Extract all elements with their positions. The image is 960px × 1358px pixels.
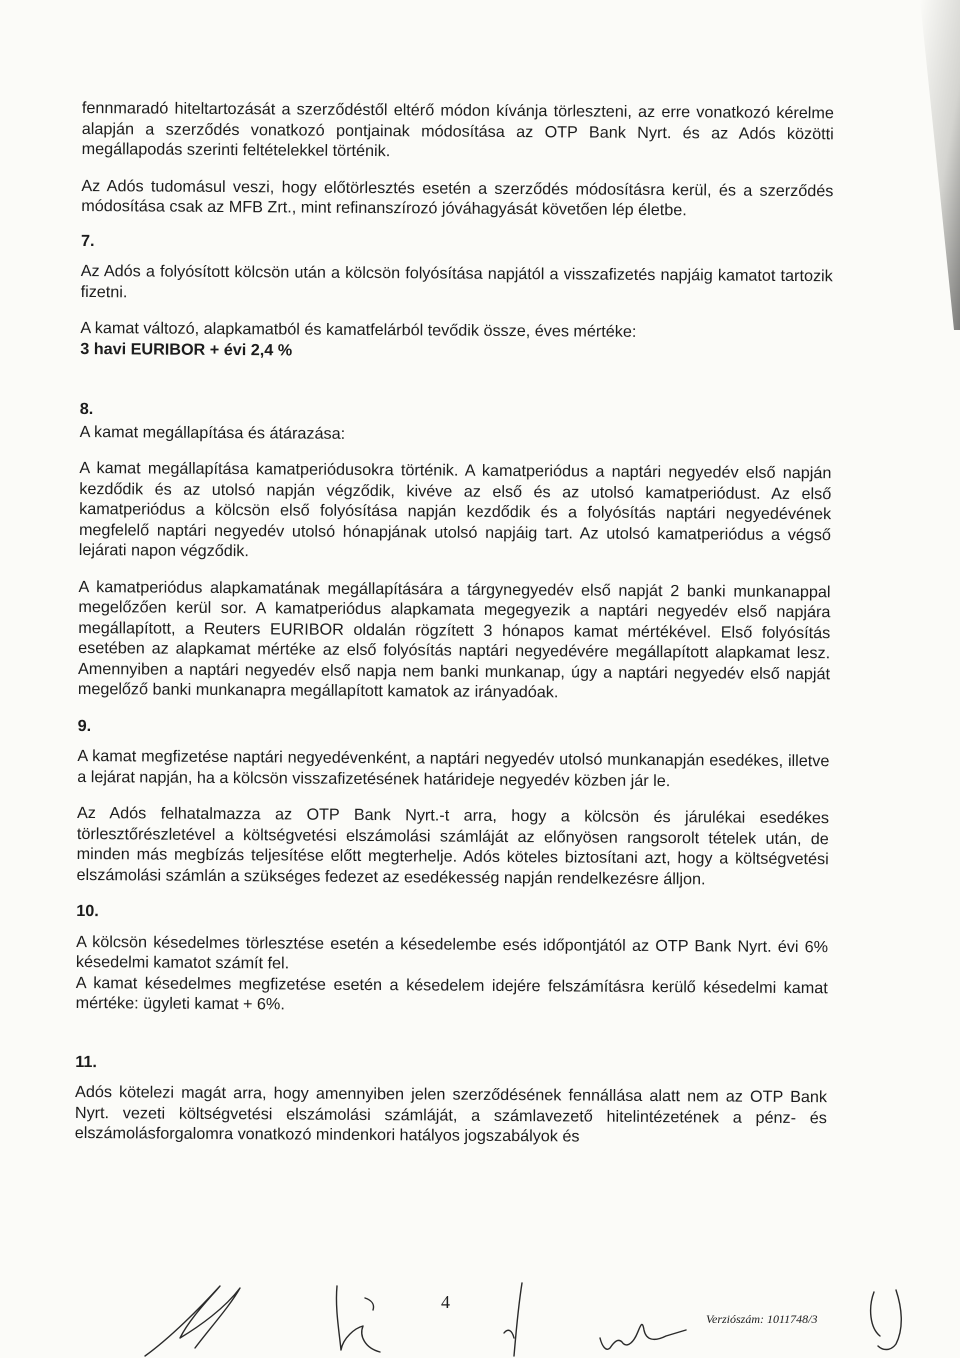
section-11-heading: 11. [75, 1052, 97, 1071]
section-11-account-obligation: Adós kötelezi magát arra, hogy amennyiben jelen szerződésének fennállása alatt nem az OTP Bank Nyrt. vezeti költségvetési elszámolási számláját, a számlavezető hitelintézetének a pénz- és elszámolásforgalomra vonatkozó mindenkori hatályos jogszabályok és [74, 1082, 828, 1146]
section-7-heading: 7. [80, 231, 95, 250]
initials-icon [860, 1278, 920, 1358]
section-10-heading: 10. [76, 901, 99, 921]
section-8-heading: 8. [79, 399, 94, 419]
paragraph-prepayment-approval: Az Adós tudomásul veszi, hogy előtörlesztés esetén a szerződés módosításra kerül, és a szerződés módosítása csak az MFB Zrt., mint refinanszírozó jóváhagyását követően lép életbe. [81, 176, 834, 220]
section-7-interest-rate: 3 havi EURIBOR + évi 2,4 % [80, 339, 293, 359]
section-7-interest-obligation: Az Adós a folyósított kölcsön után a kölcsön folyósítása napjától a visszafizetés napjáig kamatot tartozik fizetni. [80, 261, 833, 301]
section-8-interest-periods: A kamat megállapítása kamatperiódusokra történik. A kamatperiódus a naptári negyedév első napján kezdődik és az utolsó napján végződik, kivéve az első és az utolsó kamatperiódust. Az első kamatperiódus a kölcsön első folyósítása napján kezdődik és a folyósítás naptári negyedévének megfelelő naptári negyedév utolsó hónapjának utolsó napjáig tart. Az utolsó kamatperiódus a végső lejárati napon végződik. [78, 458, 832, 561]
paragraph-prepayment-request: fennmaradó hiteltartozását a szerződéstől eltérő módon kívánja törleszteni, az erre vonatkozó kérelme alapján a szerződés vonatkozó pontjainak módosítása az OTP Bank Nyrt. és az Adós közötti megállapodás szerinti feltételekkel történik. [81, 98, 834, 161]
signature-4-icon [592, 1278, 692, 1358]
page-number: 4 [441, 1292, 450, 1312]
version-number: Verziószám: 1011748/3 [706, 1312, 818, 1326]
page-footer [0, 1278, 960, 1358]
section-9-interest-payment: A kamat megfizetése naptári negyedévenként, a naptári negyedév utolsó munkanapján esedékes, illetve a lejárat napján, ha a kölcsön visszafizetésének határideje negyedév közben jár le. [77, 746, 830, 790]
section-9-debit-authorization: Az Adós felhatalmazza az OTP Bank Nyrt.-t arra, hogy a kölcsön és járulékai esedékes törlesztőrészletével a költségvetési elszámolási számláját az előnyösen rangsorolt tételek után, de minden más megbízás teljesítése előtt megterhelje. Adós köteles biztosítani azt, hogy a költségvetési elszámolási számlán a szükséges fedezet az esedékesség napján rendelkezésre álljon. [76, 803, 830, 888]
section-10-late-repayment: A kölcsön késedelmes törlesztése esetén a késedelembe esés időpontjától az OTP Bank Nyrt. évi 6% késedelmi kamatot számít fel. [75, 932, 829, 973]
signature-3-icon [492, 1278, 542, 1358]
signature-1-icon [140, 1278, 260, 1358]
scan-page-edge-shadow [920, 0, 960, 330]
signature-2-icon [325, 1278, 395, 1358]
section-10-late-interest: A kamat késedelmes megfizetése esetén a késedelem idejére felszámításra kerülő késedelmi kamat mértéke: ügyleti kamat + 6%. [75, 973, 828, 1014]
section-9-heading: 9. [77, 716, 92, 735]
section-8-base-rate-determination: A kamatperiódus alapkamatának megállapítására a tárgynegyedév első napját 2 banki munkanappal megelőzően kerül sor. A kamatperiódus alapkamata megegyezik a naptári negyedév első napjára megállapított, a Reuters EURIBOR oldalán rögzített 3 hónapos kamat mértékével. Első folyósítás esetében az alapkamat mértéke az első folyósítás naptári negyedévére megállapított alapkamat lesz. Amennyiben a naptári negyedév első napja nem banki munkanap, úgy a naptári negyedév első napját megelőző banki munkanapra megállapított kamatok az irányadóak. [77, 577, 831, 702]
section-7-interest-composition: A kamat változó, alapkamatból és kamatfelárból tevődik össze, éves mértéke: [80, 318, 637, 341]
document-body [75, 98, 834, 1165]
section-8-subheading: A kamat megállapítása és átárazása: [79, 422, 346, 443]
